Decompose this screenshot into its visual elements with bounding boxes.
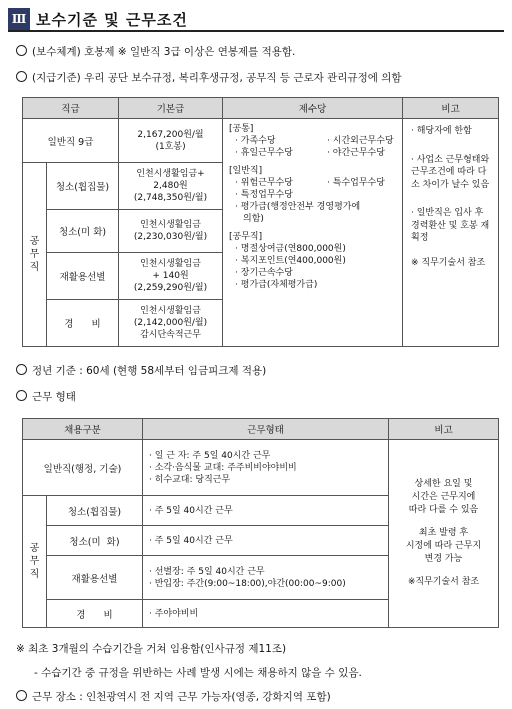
table-row: [23, 440, 499, 496]
pay-header-remarks: 비고: [403, 98, 499, 119]
pay-header-allowances: 제수당: [223, 98, 403, 119]
table-row: [23, 119, 499, 163]
work-type-cell: 일반직(행정, 기술): [23, 440, 143, 496]
work-table: [22, 418, 499, 628]
work-form-cell: · 주야야비비: [143, 600, 389, 628]
pay-header-base: 기본급: [119, 98, 223, 119]
section-header: [8, 8, 504, 32]
work-header-type: 채용구분: [23, 419, 143, 440]
base-pay-cell: 인천시생활임금+ 2,480원 (2,748,350원/월): [119, 163, 223, 210]
bullet-circle-icon: [16, 71, 27, 82]
public-group-label: 공 무 직: [23, 163, 47, 347]
work-type-cell: 청소(휩집물): [47, 496, 143, 526]
probation-note: ※ 최초 3개월의 수습기간을 거쳐 임용함(인사규정 제11조): [16, 643, 287, 655]
intro-line-1: [16, 44, 295, 59]
work-header-remarks: 비고: [389, 419, 499, 440]
work-type-cell: 재활용선별: [47, 556, 143, 600]
intro-text-2: (지급기준) 우리 공단 보수규정, 복리후생규정, 공무직 등 근로자 관리규정에 의함: [32, 72, 402, 84]
age-limit-line: [16, 363, 266, 378]
allowance-common-title: [공통]: [229, 124, 254, 134]
base-pay-cell: 2,167,200원/월 (1호봉): [119, 119, 223, 163]
age-limit-text: 정년 기준 : 60세 (현행 58세부터 임금피크제 적용): [32, 365, 267, 377]
work-location-text: 근무 장소 : 인천광역시 전 지역 근무 가능자(영종, 강화지역 포함): [32, 691, 331, 703]
work-header-form: 근무형태: [143, 419, 389, 440]
intro-line-2: [16, 70, 401, 85]
section-number-badge: Ⅲ: [8, 8, 30, 30]
bullet-circle-icon: [16, 390, 27, 401]
allowance-general-title: [일반직]: [229, 166, 263, 176]
public-group-label: 공 무 직: [23, 496, 47, 628]
grade-cell: 일반직 9급: [23, 119, 119, 163]
base-pay-cell: 인천시생활임금 (2,142,000원/월) 감시단속적근무: [119, 300, 223, 347]
grade-cell: 청소(미 화): [47, 210, 119, 253]
allowance-public-title: [공무직]: [229, 232, 263, 242]
section-title: 보수기준 및 근무조건: [36, 11, 188, 29]
work-form-cell: · 일 근 자: 주 5일 40시간 근무 · 소각·음식물 교대: 주주비비야야비비 · 히수교대: 당직근무: [143, 440, 389, 496]
work-location-line: [16, 689, 331, 704]
base-pay-cell: 인천시생활임금 + 140원 (2,259,290원/월): [119, 253, 223, 300]
grade-cell: 재활용선별: [47, 253, 119, 300]
pay-header-grade: 직급: [23, 98, 119, 119]
work-remarks-cell: 상세한 요일 및 시간은 근무지에 따라 다를 수 있음 최초 발령 후 시정에 따라 근무지 변경 가능 ※직무기술서 참조: [389, 440, 499, 628]
work-heading-text: 근무 형태: [32, 391, 76, 403]
grade-cell: 경 비: [47, 300, 119, 347]
grade-cell: 청소(휩집물): [47, 163, 119, 210]
work-form-cell: · 주 5일 40시간 근무: [143, 526, 389, 556]
work-type-cell: 청소(미 화): [47, 526, 143, 556]
allowances-cell: [공통] · 가족수당 · 시간외근무수당 · 휴일근무수당 · 야간근무수당 [일반직] · 위험근무수당 · 특수업무수당 · 특정업무수당 · 평가급(행정안전부 경영평가에 의함) [공무직] · 명절상여금(연800,000원) · 복지포인트(연400,000원) · 장기근속수당 · 평가급(자체평가급): [223, 119, 403, 347]
bullet-circle-icon: [16, 45, 27, 56]
work-form-cell: · 선별장: 주 5일 40시간 근무 · 반입장: 주간(9:00~18:00),야간(00:00~9:00): [143, 556, 389, 600]
pay-remarks-cell: · 해당자에 한함 · 사업소 근무형태와 근무조건에 따라 다소 차이가 날수 있음 · 일반직은 입사 후 경력환산 및 호봉 재획정 ※ 직무기술서 참조: [403, 119, 499, 347]
bullet-circle-icon: [16, 364, 27, 375]
probation-subnote: - 수습기간 중 규정을 위반하는 사례 발생 시에는 채용하지 않을 수 있음.: [34, 667, 362, 679]
bullet-circle-icon: [16, 690, 27, 701]
work-form-cell: · 주 5일 40시간 근무: [143, 496, 389, 526]
work-type-cell: 경 비: [47, 600, 143, 628]
pay-table: [22, 97, 499, 347]
base-pay-cell: 인천시생활임금 (2,230,030원/월): [119, 210, 223, 253]
work-heading-line: [16, 389, 76, 404]
intro-text-1: (보수체계) 호봉제 ※ 일반직 3급 이상은 연봉제를 적용함.: [32, 46, 296, 58]
